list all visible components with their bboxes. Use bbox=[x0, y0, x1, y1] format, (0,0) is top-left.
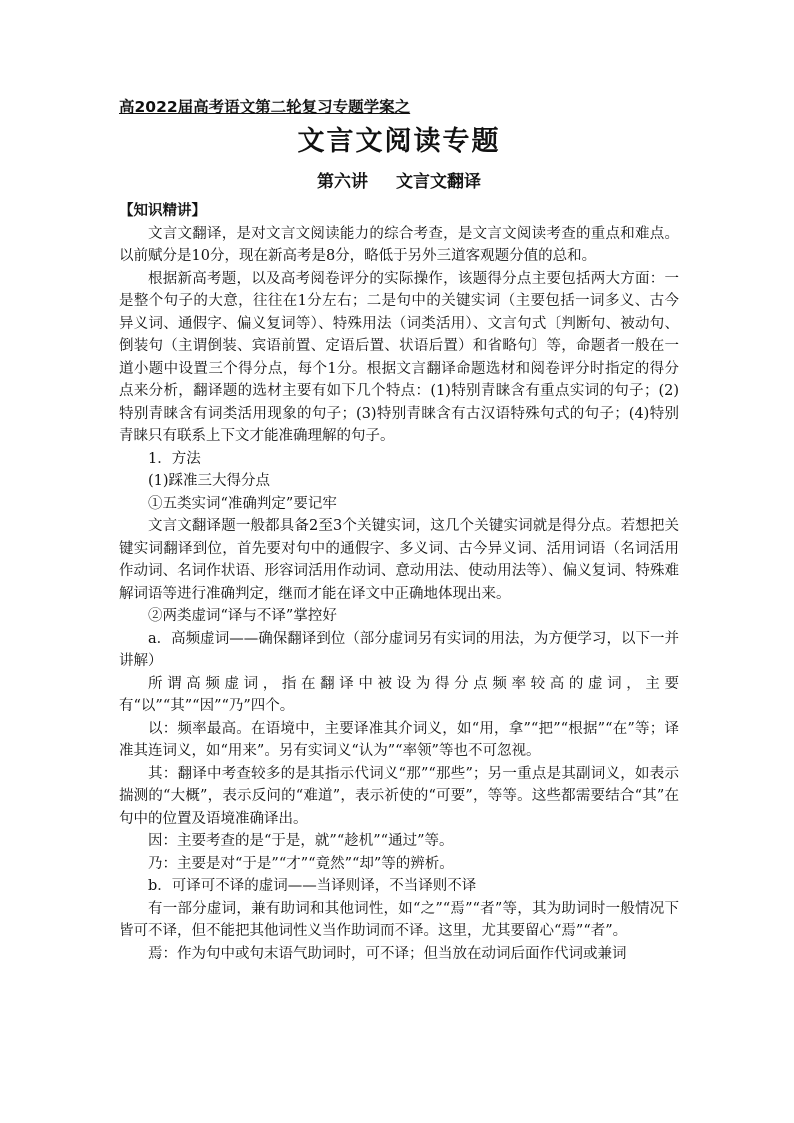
lecture-title: 文言文翻译 bbox=[396, 172, 481, 192]
paragraph-nai: 乃：主要是对“于是”“才”“竟然”“却”等的辨析。 bbox=[148, 855, 454, 872]
lecture-number: 第六讲 bbox=[317, 172, 368, 192]
heading-method: 1．方法 bbox=[148, 450, 201, 467]
paragraph-yi: 以：频率最高。在语境中，主要译准其介词义，如“用，拿”“把”“根据”“在”等；译准其连词义，如“用来”。另有实词义“认为”“率领”等也不可忽视。 bbox=[119, 720, 679, 759]
document-main-title: 文言文阅读专题 bbox=[297, 126, 501, 157]
paragraph-intro: 文言文翻译，是对文言文阅读能力的综合考查，是文言文阅读考查的重点和难点。以前赋分是10分，现在新高考是8分，略低于另外三道客观题分值的总和。 bbox=[119, 225, 679, 264]
lecture-heading bbox=[119, 168, 679, 196]
section-tag-knowledge: 【知识精讲】 bbox=[119, 202, 206, 219]
heading-function-words: ②两类虚词“译与不译”掌控好 bbox=[148, 608, 337, 624]
paragraph-high-frequency: 所谓高频虚词，指在翻译中被设为得分点频率较高的虚词，主要有“以”“其”“因”“乃”四个。 bbox=[119, 675, 679, 714]
paragraph-qi: 其：翻译中考查较多的是其指示代词义“那”“那些”；另一重点是其副词义，如表示揣测的“大概”，表示反问的“难道”，表示祈使的“可要”，等等。这些都需要结合“其”在句中的位置及语境准确译出。 bbox=[119, 765, 679, 827]
heading-three-points: (1)踩准三大得分点 bbox=[148, 473, 271, 489]
paragraph-yan: 焉：作为句中或句末语气助词时，可不译；但当放在动词后面作代词或兼词 bbox=[148, 945, 627, 962]
heading-high-frequency: a．高频虚词——确保翻译到位（部分虚词另有实词的用法，为方便学习，以下一并讲解） bbox=[119, 630, 679, 669]
paragraph-content-words: 文言文翻译题一般都具备2至3个关键实词，这几个关键实词就是得分点。若想把关键实词翻译到位，首先要对句中的通假字、多义词、古今异义词、活用词语（名词活用作动词、名词作状语、形容词活用作动词、意动用法、使动用法等）、偏义复词、特殊难解词语等进行准确判定，继而才能在译文中正确地体现出来。 bbox=[119, 518, 679, 602]
document-pre-title: 高2022届高考语文第二轮复习专题学案之 bbox=[119, 98, 411, 116]
paragraph-optional: 有一部分虚词，兼有助词和其他词性，如“之”“焉”“者”等，其为助词时一般情况下皆可不译，但不能把其他词性义当作助词而不译。这里，尤其要留心“焉”“者”。 bbox=[119, 900, 679, 939]
document-page bbox=[119, 96, 679, 965]
heading-optional: b．可译可不译的虚词——当译则译，不当译则不译 bbox=[148, 878, 477, 894]
paragraph-scoring: 根据新高考题，以及高考阅卷评分的实际操作，该题得分点主要包括两大方面：一是整个句子的大意，往往在1分左右；二是句中的关键实词（主要包括一词多义、古今异义词、通假字、偏义复词等）、特殊用法（词类活用）、文言句式〔判断句、被动句、倒装句（主谓倒装、宾语前置、定语后置、状语后置）和省略句〕等，命题者一般在一道小题中设置三个得分点，每个1分。根据文言翻译命题选材和阅卷评分时指定的得分点来分析，翻译题的选材主要有如下几个特点：(1)特别青睐含有重点实词的句子；(2)特别青睐含有词类活用现象的句子；(3)特别青睐含有古汉语特殊句式的句子；(4)特别青睐只有联系上下文才能准确理解的句子。 bbox=[119, 270, 679, 444]
heading-content-words: ①五类实词“准确判定”要记牢 bbox=[148, 495, 337, 512]
paragraph-yin: 因：主要考查的是“于是，就”“趁机”“通过”等。 bbox=[148, 833, 454, 849]
